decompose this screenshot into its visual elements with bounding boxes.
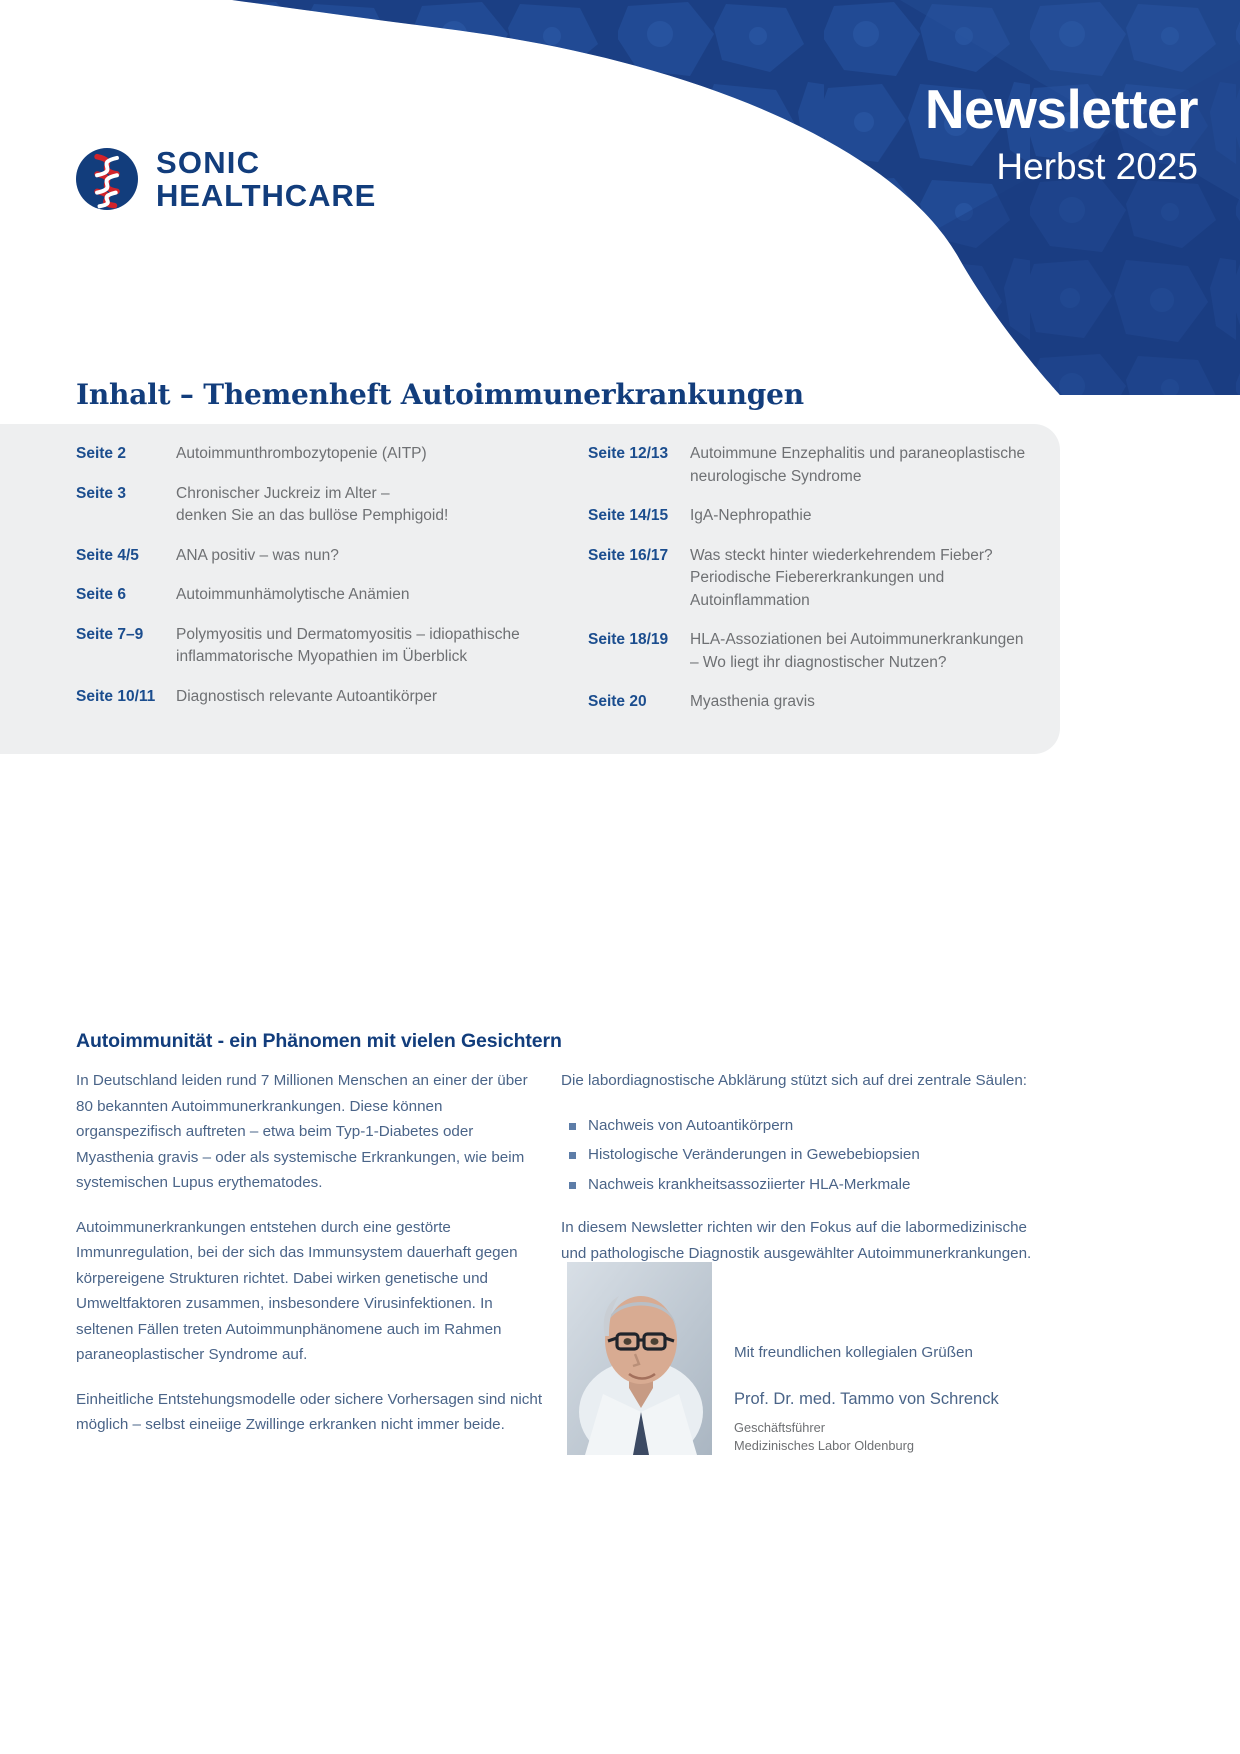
toc-entry-title: Autoimmunhämolytische Anämien xyxy=(176,586,410,603)
toc-entry-page: Seite 10/11 xyxy=(76,687,156,705)
list-item: Histologische Veränderungen in Gewebebiopsien xyxy=(561,1142,1041,1168)
article-right-intro: Die labordiagnostische Abklärung stützt sich auf drei zentrale Säulen: xyxy=(561,1072,1028,1089)
list-item: Nachweis krankheitsassoziierter HLA-Merkmale xyxy=(561,1172,1041,1198)
toc-entry[interactable] xyxy=(588,691,1068,714)
toc-entry-page: Seite 12/13 xyxy=(588,445,669,462)
toc-entry-title: ANA positiv – was nun? xyxy=(176,546,339,564)
article-paragraph: Autoimmunerkrankungen entstehen durch eine gestörte Immunregulation, bei der sich das Immunsystem dauerhaft gegen körpereigene Strukturen richtet. Dabei wirken genetische und Umweltfaktoren zusammen, insbesondere Virusinfektionen. In seltenen Fällen treten Autoimmunphänomene auch im Rahmen paraneoplastischer Syndrome auf. xyxy=(76,1218,518,1363)
toc-entry-page: Seite 16/17 xyxy=(588,546,669,564)
bullet-square-icon xyxy=(569,1123,576,1130)
brand-logo xyxy=(76,146,376,212)
list-item: Nachweis von Autoantikörpern xyxy=(561,1113,1041,1139)
toc-entry-title: Diagnostisch relevante Autoantikörper xyxy=(176,687,438,705)
toc-entry-title: Was steckt hinter wiederkehrendem Fieber? Periodische Fiebererkrankungen und Autoinflammation xyxy=(690,546,993,609)
toc-entry-page: Seite 18/19 xyxy=(588,631,669,648)
article-paragraph: Einheitliche Entstehungsmodelle oder sichere Vorhersagen sind nicht möglich – selbst eineiige Zwillinge erkranken nicht immer beide. xyxy=(76,1390,543,1433)
toc-entry[interactable] xyxy=(76,584,576,607)
newsletter-issue: Herbst 2025 xyxy=(996,146,1198,187)
article-heading: Autoimmunität - ein Phänomen mit vielen Gesichtern xyxy=(76,1030,562,1052)
toc-entry[interactable] xyxy=(76,443,576,466)
article-column-left xyxy=(76,1068,543,1457)
toc-entry[interactable] xyxy=(76,624,576,669)
bullet-square-icon xyxy=(569,1152,576,1159)
toc-columns xyxy=(0,443,1100,731)
toc-entry[interactable] xyxy=(76,483,576,528)
toc-entry-page: Seite 20 xyxy=(588,693,647,710)
bullet-square-icon xyxy=(569,1182,576,1189)
toc-entry-page: Seite 14/15 xyxy=(588,507,669,524)
signature-greeting: Mit freundlichen kollegialen Grüßen xyxy=(734,1344,973,1361)
article-paragraph: In Deutschland leiden rund 7 Millionen Menschen an einer der über 80 bekannten Autoimmunerkrankungen. Diese können organspezifisch auftreten – etwa beim Typ-1-Diabetes oder Myasthenia gravis – oder als systemische Erkrankungen, wie beim systemischen Lupus erythematodes. xyxy=(76,1072,528,1191)
toc-entry-page: Seite 6 xyxy=(76,586,126,603)
toc-entry-page: Seite 4/5 xyxy=(76,546,139,564)
portrait-photo xyxy=(567,1262,712,1455)
signature-role-line2: Medizinisches Labor Oldenburg xyxy=(734,1437,914,1453)
toc-entry-page: Seite 2 xyxy=(76,445,126,462)
avatar xyxy=(567,1262,712,1455)
toc-entry[interactable] xyxy=(588,629,1068,674)
toc-entry[interactable] xyxy=(588,443,1068,488)
toc-entry[interactable] xyxy=(76,686,576,709)
toc-column-left xyxy=(76,443,576,731)
brand-wordmark xyxy=(156,146,376,212)
toc-entry-title: HLA-Assoziationen bei Autoimmunerkrankungen – Wo liegt ihr diagnostischer Nutzen? xyxy=(690,631,1024,671)
brand-wordmark-line1: SONIC xyxy=(156,145,261,180)
brand-wordmark-line2: HEALTHCARE xyxy=(156,178,377,213)
toc-entry-page: Seite 3 xyxy=(76,484,126,502)
toc-entry-title: Autoimmune Enzephalitis und paraneoplastische neurologische Syndrome xyxy=(690,445,1026,485)
toc-entry-title: Autoimmunthrombozytopenie (AITP) xyxy=(176,445,427,462)
toc-column-right xyxy=(588,443,1068,731)
toc-entry-title: Chronischer Juckreiz im Alter – denken Sie an das bullöse Pemphigoid! xyxy=(176,484,449,524)
signature-text xyxy=(734,1262,999,1455)
toc-entry-title: IgA-Nephropathie xyxy=(690,507,812,524)
toc-entry-title: Myasthenia gravis xyxy=(690,693,815,710)
signature-role-line1: Geschäftsführer xyxy=(734,1420,826,1435)
hero-title-block xyxy=(925,78,1198,190)
newsletter-title: Newsletter xyxy=(924,78,1198,140)
toc-entry[interactable] xyxy=(76,545,576,568)
diagnostic-pillars-list xyxy=(561,1113,1041,1198)
sonic-healthcare-dna-logo-icon xyxy=(76,148,138,210)
article-right-outro: In diesem Newsletter richten wir den Fokus auf die labormedizinische und pathologische Diagnostik ausgewählter Autoimmunerkrankungen. xyxy=(561,1219,1032,1262)
toc-entry[interactable] xyxy=(588,505,1068,528)
signature-block xyxy=(567,1262,1167,1455)
toc-entry-title: Polymyositis und Dermatomyositis – idiopathische inflammatorische Myopathien im Überblick xyxy=(176,625,520,665)
toc-heading: Inhalt – Themenheft Autoimmunerkrankungen xyxy=(76,378,804,411)
toc-entry[interactable] xyxy=(588,545,1068,613)
toc-entry-page: Seite 7–9 xyxy=(76,625,144,643)
signature-name: Prof. Dr. med. Tammo von Schrenck xyxy=(734,1390,999,1408)
